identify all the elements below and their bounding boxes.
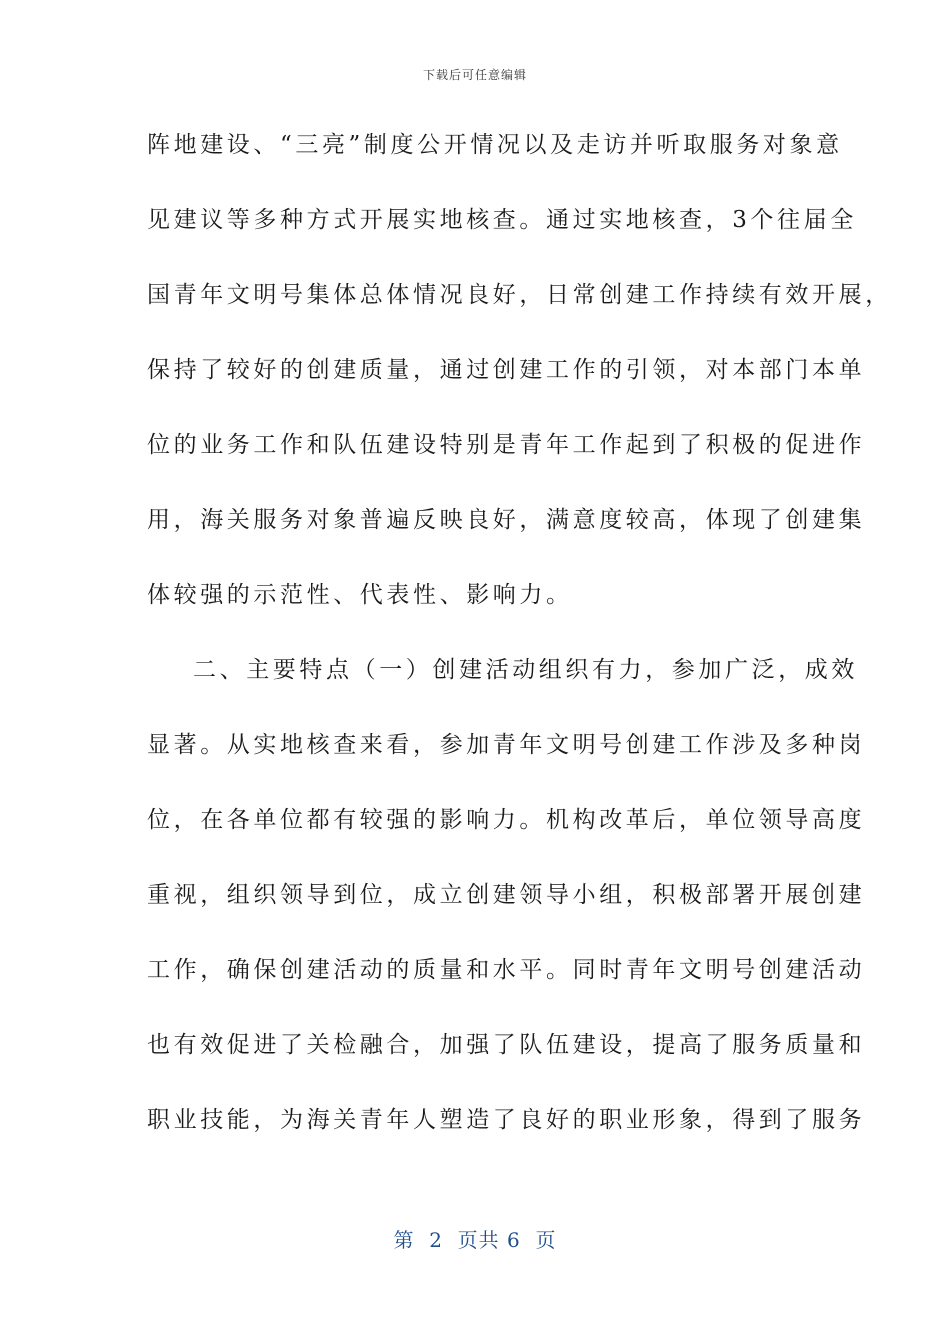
text-line-7: 体较强的示范性、代表性、影响力。 (147, 582, 573, 608)
text-line-5: 位的业务工作和队伍建设特别是青年工作起到了积极的促进作 (147, 432, 866, 458)
text-line-9: 显著。从实地核查来看，参加青年文明号创建工作涉及多种岗 (147, 732, 866, 758)
text-line-10: 位，在各单位都有较强的影响力。机构改革后，单位领导高度 (147, 807, 866, 833)
text-line-4: 保持了较好的创建质量，通过创建工作的引领，对本部门本单 (147, 357, 866, 383)
page-header-note: 下载后可任意编辑 (422, 68, 527, 82)
page-number: 第 2 页共 6 页 (393, 1228, 557, 1252)
text-line-1: 阵地建设、“三亮”制度公开情况以及走访并听取服务对象意 (147, 132, 843, 158)
document-body (147, 121, 892, 1171)
text-line-3: 国青年文明号集体总体情况良好，日常创建工作持续有效开展， (147, 282, 892, 308)
text-line-13: 也有效促进了关检融合，加强了队伍建设，提高了服务质量和 (147, 1032, 866, 1058)
text-line-11: 重视，组织领导到位，成立创建领导小组，积极部署开展创建 (147, 882, 866, 908)
text-line-2: 见建议等多种方式开展实地核查。通过实地核查，3个往届全 (147, 207, 857, 233)
text-line-6: 用，海关服务对象普遍反映良好，满意度较高，体现了创建集 (147, 507, 866, 533)
text-line-14: 职业技能，为海关青年人塑造了良好的职业形象，得到了服务 (147, 1107, 866, 1133)
text-line-12: 工作，确保创建活动的质量和水平。同时青年文明号创建活动 (147, 957, 866, 983)
text-line-8: 二、主要特点（一）创建活动组织有力，参加广泛，成效 (193, 657, 858, 683)
